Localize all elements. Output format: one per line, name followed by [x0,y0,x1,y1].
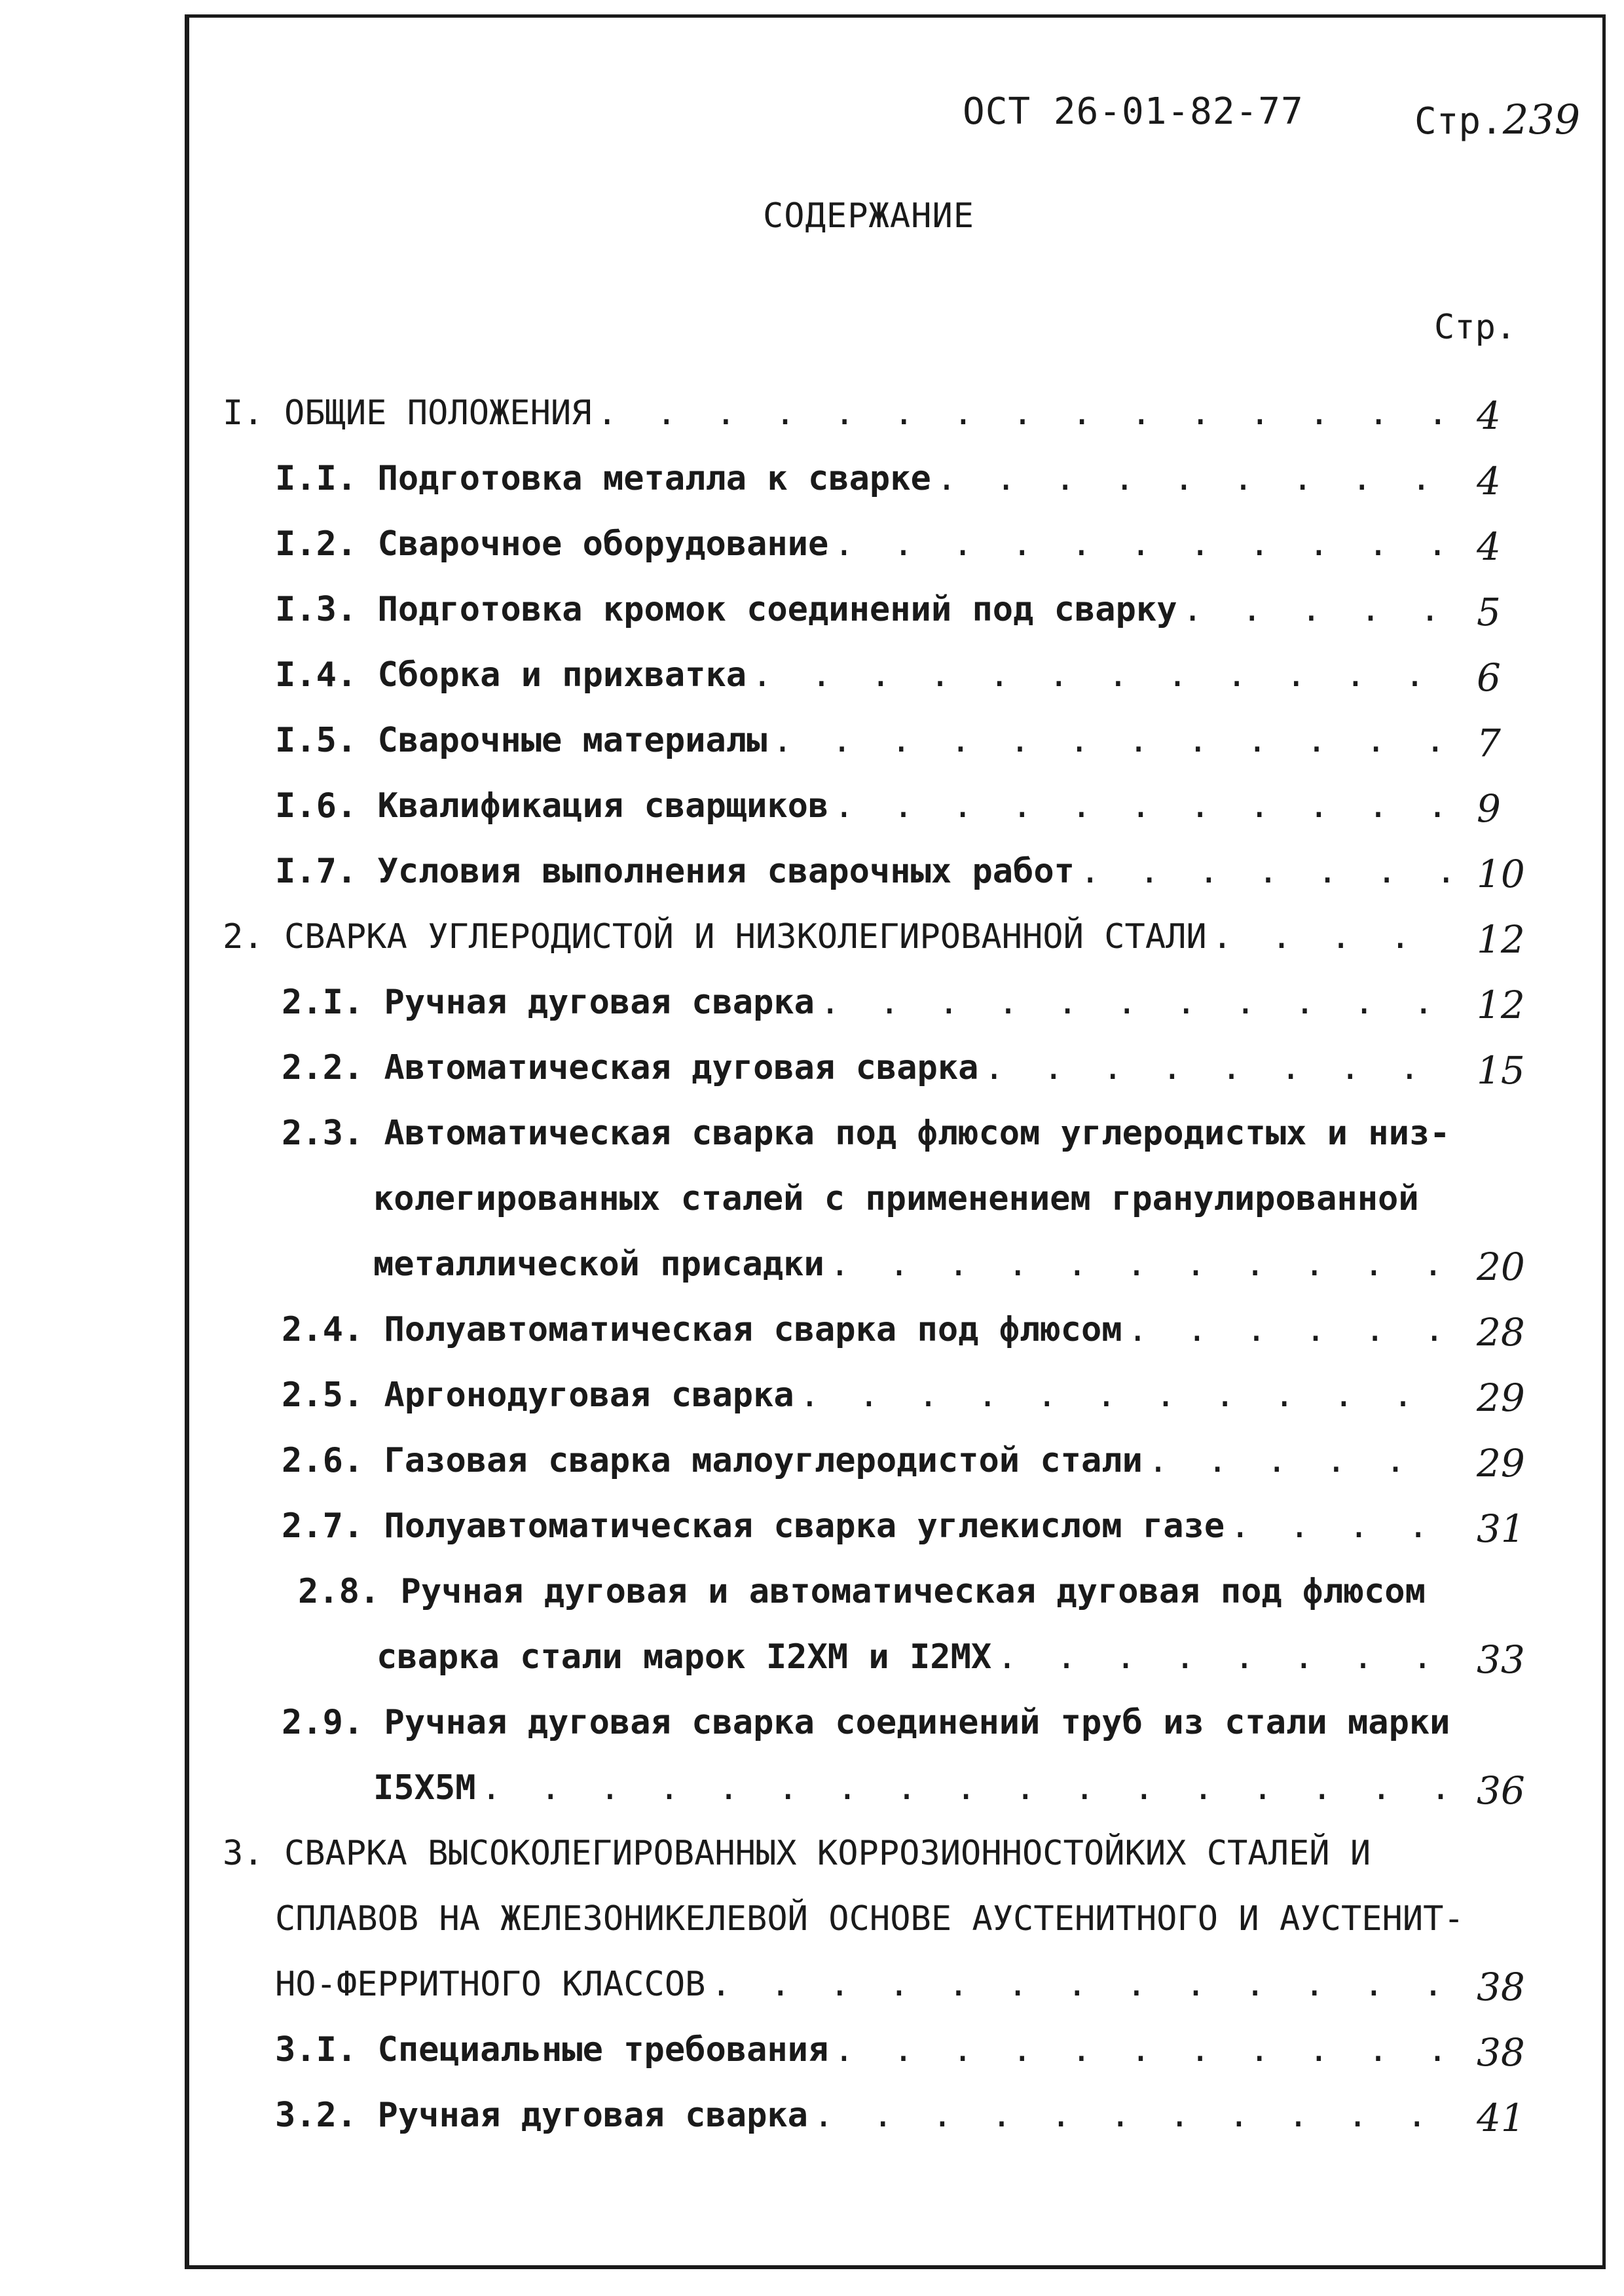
toc-entry-page: 41 [1477,2096,1525,2140]
table-of-contents [223,390,1559,2157]
toc-entry-title: Сварочные материалы [377,721,767,760]
toc-entry-page: 38 [1477,1965,1525,2009]
toc-entry-number: I.3. [275,590,358,629]
toc-entry [223,782,1559,848]
toc-entry-line [275,782,1460,829]
toc-entry-number: 2.7. [282,1506,364,1546]
toc-entry [223,455,1559,520]
toc-entry [223,1961,1559,2026]
toc-entry-title: сварка стали марок I2XM и I2MX [377,1637,992,1677]
toc-entry-title: Подготовка кромок соединений под сварку [377,590,1177,629]
toc-entry-page: 38 [1477,2030,1525,2075]
toc-entry-page: 15 [1477,1048,1525,1093]
toc-entry-page: 4 [1477,393,1501,438]
toc-dot-leader [834,782,1452,829]
toc-entry [223,1175,1559,1241]
toc-dot-leader [1230,1503,1452,1550]
toc-entry-page: 7 [1477,721,1501,765]
toc-dot-leader [984,1044,1452,1091]
toc-entry [223,2026,1559,2092]
toc-dot-leader [834,2026,1452,2073]
toc-entry-title: Ручная дуговая сварка [384,983,815,1022]
toc-entry-number: 3. [223,1834,264,1873]
toc-entry-line [275,2026,1460,2073]
toc-entry-page: 12 [1477,917,1525,962]
toc-entry-number: I. [223,393,264,433]
toc-entry-title: Газовая сварка малоуглеродистой стали [384,1441,1143,1480]
document-code: ОСТ 26-01-82-77 [963,90,1304,133]
toc-entry [223,848,1559,913]
toc-entry-line [373,1175,1460,1222]
toc-dot-leader [710,1961,1452,2008]
toc-entry-line [282,1044,1460,1091]
toc-entry-number: I.I. [275,459,358,498]
toc-entry-line [275,586,1460,633]
toc-entry-page: 33 [1477,1637,1525,1682]
toc-entry [223,979,1559,1044]
toc-entry-number: 2.9. [282,1703,364,1742]
toc-entry-title: Автоматическая сварка под флюсом углеродистых и низ- [384,1114,1450,1153]
toc-entry [223,1503,1559,1568]
toc-entry-title: Сборка и прихватка [377,655,747,695]
toc-title: СОДЕРЖАНИЕ [763,196,975,236]
toc-entry-line [373,1764,1460,1812]
toc-entry-line [373,1241,1460,1288]
document-page-label [1414,96,1580,143]
toc-entry-title: ОБЩИЕ ПОЛОЖЕНИЯ [284,393,592,433]
toc-page-column-header: Стр. [1434,308,1517,347]
toc-entry [223,1764,1559,1830]
toc-entry-line [275,520,1460,568]
toc-dot-leader [1128,1306,1452,1353]
toc-entry [223,651,1559,717]
toc-entry-number: 2.2. [282,1048,364,1087]
toc-entry-page: 10 [1477,852,1525,896]
toc-dot-leader [1148,1437,1452,1484]
toc-entry [223,1633,1559,1699]
toc-entry-title: Подготовка металла к сварке [377,459,931,498]
toc-entry-number: 2.8. [298,1572,380,1611]
toc-entry-title: Квалификация сварщиков [377,786,829,826]
toc-entry [223,1830,1559,1895]
toc-entry-number: I.7. [275,852,358,891]
toc-entry-title: Ручная дуговая сварка [377,2096,808,2135]
toc-entry-title: Ручная дуговая и автоматическая дуговая под флюсом [400,1572,1426,1611]
toc-entry-number: I.6. [275,786,358,826]
toc-entry-page: 20 [1477,1245,1525,1289]
toc-entry-number: I.5. [275,721,358,760]
toc-dot-leader [834,520,1452,568]
toc-entry-line [282,1437,1460,1484]
toc-entry [223,1306,1559,1372]
toc-entry-number: I.2. [275,524,358,564]
toc-entry-title: Полуавтоматическая сварка углекислом газе [384,1506,1225,1546]
toc-entry [223,1437,1559,1503]
toc-entry-line [275,455,1460,502]
toc-entry [223,390,1559,455]
toc-entry-page: 36 [1477,1768,1525,1813]
toc-entry [223,2092,1559,2157]
toc-entry-number: 2.5. [282,1376,364,1415]
toc-entry-line [223,390,1460,437]
toc-entry-line [282,1372,1460,1419]
toc-entry-title: Сварочное оборудование [377,524,829,564]
toc-dot-leader [1183,586,1452,633]
toc-entry [223,1044,1559,1110]
toc-entry-line [275,651,1460,699]
toc-entry-page: 29 [1477,1376,1525,1420]
toc-entry-line [377,1633,1460,1681]
toc-entry-title: НО-ФЕРРИТНОГО КЛАССОВ [275,1965,706,2004]
toc-entry [223,1241,1559,1306]
toc-entry [223,586,1559,651]
toc-entry-number: 3.I. [275,2030,358,2069]
toc-entry-title: Условия выполнения сварочных работ [377,852,1075,891]
toc-dot-leader [800,1372,1452,1419]
toc-entry-title: Аргонодуговая сварка [384,1376,794,1415]
toc-entry [223,717,1559,782]
toc-dot-leader [481,1764,1452,1812]
toc-dot-leader [936,455,1452,502]
toc-entry-title: металлической присадки [373,1245,824,1284]
toc-dot-leader [597,390,1452,437]
page-label-text: Стр. [1414,100,1503,143]
toc-entry-title: СПЛАВОВ НА ЖЕЛЕЗОНИКЕЛЕВОЙ ОСНОВЕ АУСТЕНИТНОГО И АУСТЕНИТ- [275,1899,1464,1939]
toc-entry [223,1568,1559,1633]
toc-dot-leader [1212,913,1452,960]
toc-entry-line [275,2092,1460,2139]
toc-entry-line [275,1961,1460,2008]
toc-entry [223,913,1559,979]
toc-entry-page: 5 [1477,590,1501,634]
toc-entry-page: 31 [1477,1506,1525,1551]
toc-dot-leader [813,2092,1452,2139]
toc-dot-leader [820,979,1452,1026]
toc-entry [223,1699,1559,1764]
toc-entry [223,520,1559,586]
toc-entry-number: I.4. [275,655,358,695]
toc-dot-leader [997,1633,1452,1681]
toc-dot-leader [1080,848,1452,895]
toc-entry-number: 2.I. [282,983,364,1022]
toc-entry-title: СВАРКА ВЫСОКОЛЕГИРОВАННЫХ КОРРОЗИОННОСТОЙКИХ СТАЛЕЙ И [284,1834,1371,1873]
toc-entry [223,1372,1559,1437]
toc-entry-page: 6 [1477,655,1501,700]
toc-entry-number: 2.3. [282,1114,364,1153]
toc-entry-line [275,1895,1464,1942]
toc-entry-number: 2. [223,917,264,957]
toc-entry-line [223,913,1460,960]
toc-dot-leader [830,1241,1452,1288]
toc-entry-title: Полуавтоматическая сварка под флюсом [384,1310,1122,1349]
toc-entry-line [282,1306,1460,1353]
toc-dot-leader [752,651,1452,699]
toc-entry-title: СВАРКА УГЛЕРОДИСТОЙ И НИЗКОЛЕГИРОВАННОЙ СТАЛИ [284,917,1207,957]
toc-entry-number: 3.2. [275,2096,358,2135]
toc-entry-title: Ручная дуговая сварка соединений труб из стали марки [384,1703,1450,1742]
toc-entry-title: колегированных сталей с применением гранулированной [373,1179,1419,1218]
toc-entry-line [275,848,1460,895]
toc-entry-title: Автоматическая дуговая сварка [384,1048,979,1087]
toc-entry-title: Специальные требования [377,2030,829,2069]
toc-entry-line [275,717,1460,764]
toc-entry [223,1110,1559,1175]
toc-entry-number: 2.6. [282,1441,364,1480]
toc-entry-page: 29 [1477,1441,1525,1485]
toc-entry-title: I5X5M [373,1768,476,1808]
toc-entry-line [298,1568,1460,1615]
toc-entry [223,1895,1559,1961]
toc-entry-line [282,1503,1460,1550]
toc-entry-page: 12 [1477,983,1525,1027]
toc-entry-page: 4 [1477,524,1501,569]
toc-entry-line [282,1110,1460,1157]
toc-dot-leader [772,717,1452,764]
toc-entry-page: 9 [1477,786,1501,831]
toc-entry-line [282,1699,1460,1746]
toc-entry-number: 2.4. [282,1310,364,1349]
toc-entry-page: 4 [1477,459,1501,503]
toc-entry-line [282,979,1460,1026]
toc-entry-page: 28 [1477,1310,1525,1355]
document-page-number: 239 [1502,96,1581,143]
toc-entry-line [223,1830,1460,1877]
